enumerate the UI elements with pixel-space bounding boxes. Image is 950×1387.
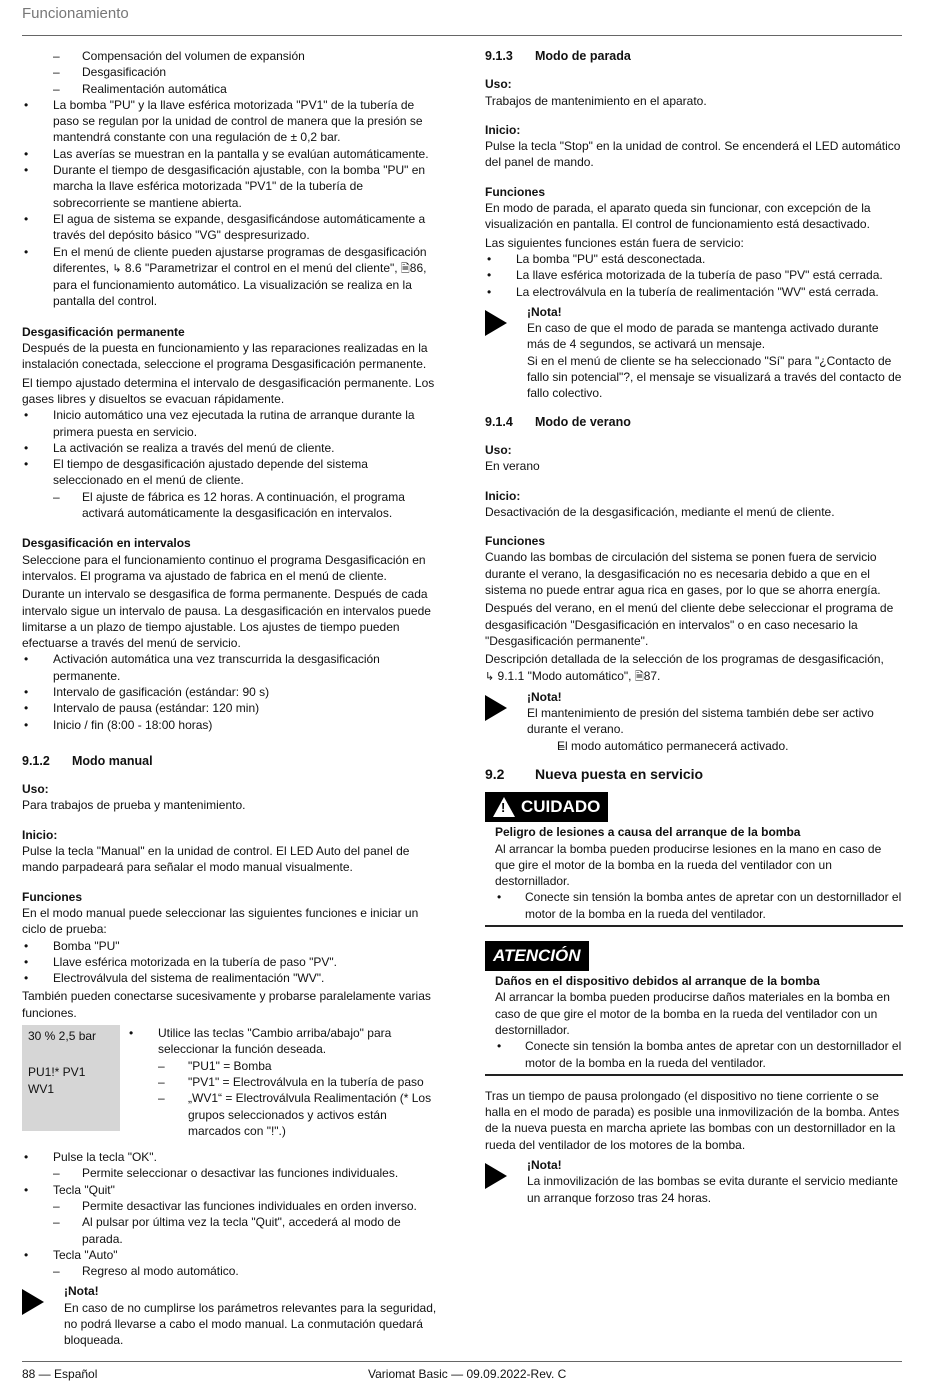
list-item: – „WV1“ = Electroválvula Realimentación (* Los grupos seleccionados y activos están marcados con "!".) bbox=[120, 1090, 440, 1139]
list-item: – Al pulsar por última vez la tecla "Quit", accederá al modo de parada. bbox=[22, 1214, 440, 1247]
list-item bbox=[22, 244, 440, 310]
section-title: Modo manual bbox=[72, 753, 153, 768]
paragraph: Seleccione para el funcionamiento continuo el programa Desgasificación en intervalos. El programa va ajustado de fabrica en el menú de cliente. bbox=[22, 552, 426, 583]
paragraph bbox=[485, 651, 903, 685]
list-item: • Electroválvula del sistema de realimentación "WV". bbox=[22, 970, 440, 986]
list-item: • Activación automática una vez transcurrida la desgasificación permanente. bbox=[22, 651, 440, 684]
cross-reference-link[interactable]: 8.6 "Parametrizar el control en el menú del cliente", bbox=[121, 260, 401, 275]
section-heading bbox=[485, 414, 903, 430]
list-item bbox=[527, 738, 903, 754]
page-icon: 🗎 bbox=[400, 262, 410, 275]
list-item: • Tecla "Quit" bbox=[22, 1182, 440, 1198]
footer-document-info: Variomat Basic — 09.09.2022-Rev. C bbox=[368, 1367, 567, 1381]
display-line: PU1!* PV1 WV1 bbox=[28, 1065, 86, 1096]
caution-text: Al arrancar la bomba pueden producirse lesiones en la mano en caso de que gire el motor de la bomba en la rueda del ventilador con un destornillador. bbox=[495, 841, 882, 889]
paragraph: Durante un intervalo se desgasifica de forma permanente. Después de cada intervalo sigue un intervalo de pausa. La desgasificación en intervalos puede limitarse a un plazo de tiempo ajustable. Los ajustes de tiempo pueden efectuarse a través del menú de servicio. bbox=[22, 587, 431, 651]
paragraph: Para trabajos de prueba y mantenimiento. bbox=[22, 798, 246, 813]
note-box bbox=[485, 304, 903, 402]
section-number: 9.2 bbox=[485, 765, 505, 782]
note-box bbox=[485, 689, 903, 754]
section-heading: Desgasificación en intervalos bbox=[22, 536, 191, 551]
section-heading bbox=[485, 48, 903, 64]
section-heading bbox=[22, 753, 440, 769]
page-header-title: Funcionamiento bbox=[22, 5, 129, 22]
list-item: • Llave esférica motorizada en la tubería de paso "PV". bbox=[22, 954, 440, 970]
display-line: 30 % 2,5 bar bbox=[28, 1029, 97, 1044]
paragraph: Pulse la tecla "Manual" en la unidad de control. El LED Auto del panel de mando parpadeará para señalar el modo manual visualmente. bbox=[22, 844, 410, 875]
list-item: • Inicio automático una vez ejecutada la rutina de arranque durante la primera puesta en servicio. bbox=[22, 407, 440, 440]
paragraph: Las siguientes funciones están fuera de servicio: bbox=[485, 235, 744, 250]
caution-label-text: CUIDADO bbox=[521, 797, 601, 817]
section-number: 9.1.4 bbox=[485, 414, 513, 429]
list-item: – Realimentación automática bbox=[22, 81, 440, 97]
list-item: • La activación se realiza a través del menú de cliente. bbox=[22, 440, 440, 456]
text: En el menú de cliente pueden ajustarse programas de desgasificación diferentes, bbox=[53, 244, 427, 275]
list-item: • La electroválvula en la tubería de realimentación "WV" está cerrada. bbox=[485, 284, 903, 300]
text: 87. bbox=[643, 668, 661, 683]
label: Funciones bbox=[485, 534, 546, 549]
caution-box bbox=[485, 792, 903, 927]
section-number: 9.1.3 bbox=[485, 49, 513, 63]
paragraph: Desactivación de la desgasificación, mediante el menú de cliente. bbox=[485, 504, 835, 519]
list-item: • Bomba "PU" bbox=[22, 938, 440, 954]
label: Uso: bbox=[22, 782, 49, 797]
list-item: • Pulse la tecla "OK". bbox=[22, 1149, 440, 1165]
attention-label bbox=[485, 941, 589, 971]
paragraph: También pueden conectarse sucesivamente y probarse paralelamente varias funciones. bbox=[22, 989, 431, 1020]
section-title: Nueva puesta en servicio bbox=[535, 765, 704, 782]
note-box bbox=[22, 1283, 440, 1348]
list-item: • Conecte sin tensión la bomba antes de apretar con un destornillador el motor de la bomba en la rueda del ventilador. bbox=[495, 889, 903, 922]
note-title: ¡Nota! bbox=[64, 1284, 99, 1299]
list-item: – Compensación del volumen de expansión bbox=[22, 48, 440, 64]
label: Uso: bbox=[485, 442, 512, 457]
list-item: – Regreso al modo automático. bbox=[22, 1263, 440, 1279]
section-title: Modo de parada bbox=[535, 49, 631, 63]
list-item: • Intervalo de pausa (estándar: 120 min) bbox=[22, 700, 440, 716]
left-column bbox=[22, 48, 440, 1349]
list-item: • Tecla "Auto" bbox=[22, 1247, 440, 1263]
paragraph: Cuando las bombas de circulación del sistema se ponen fuera de servicio durante el verano, la desgasificación no es necesaria debido a que en el sistema no puede entrar agua rica en gases, por lo que se ahorra energía. bbox=[485, 550, 881, 598]
cross-reference-icon: ↳ bbox=[112, 262, 122, 275]
attention-text: Al arrancar la bomba pueden producirse daños materiales en la bomba en caso de que gire el motor de la bomba en la rueda del ventilador con un destornillador. bbox=[495, 990, 890, 1037]
right-column bbox=[485, 48, 903, 1206]
label: Funciones bbox=[22, 889, 83, 904]
list-item: • Conecte sin tensión la bomba antes de apretar con un destornillador el motor de la bomba en la rueda del ventilador. bbox=[495, 1038, 903, 1071]
page-icon: 🗎 bbox=[634, 670, 644, 683]
label: Inicio: bbox=[485, 122, 521, 137]
section-title: Modo de verano bbox=[535, 414, 631, 429]
note-arrow-icon bbox=[22, 1283, 64, 1348]
list-item: • El agua de sistema se expande, desgasificándose automáticamente a través del depósito básico "VG" despresurizado. bbox=[22, 211, 440, 244]
list-item: • La bomba "PU" está desconectada. bbox=[485, 251, 903, 267]
cross-reference-link[interactable]: 9.1.1 "Modo automático", bbox=[494, 668, 635, 683]
attention-title: Daños en el dispositivo debidos al arranque de la bomba bbox=[495, 974, 820, 989]
note-text: En caso de no cumplirse los parámetros relevantes para la seguridad, no podrá llevarse a cabo el modo manual. La conmutación quedará bloqueada. bbox=[64, 1300, 437, 1348]
label: Inicio: bbox=[485, 488, 521, 503]
note-text: El mantenimiento de presión del sistema también debe ser activo durante el verano. bbox=[527, 706, 874, 737]
list-item: • El tiempo de desgasificación ajustado depende del sistema seleccionado en el menú de cliente. bbox=[22, 456, 440, 489]
attention-box bbox=[485, 941, 903, 1076]
list-item: • Durante el tiempo de desgasificación ajustable, con la bomba "PU" en marcha la llave esférica motorizada "PV1" de la tubería de sobrecorriente se mantiene abierta. bbox=[22, 162, 440, 211]
section-number: 9.1.2 bbox=[22, 753, 50, 768]
paragraph: Trabajos de mantenimiento en el aparato. bbox=[485, 93, 707, 108]
list-item: • Intervalo de gasificación (estándar: 90 s) bbox=[22, 684, 440, 700]
list-item: • La bomba "PU" y la llave esférica motorizada "PV1" de la tubería de paso se regulan por la unidad de control de manera que la presión se mantendrá constante con una regulación de ± 0,2 bar. bbox=[22, 97, 440, 146]
footer-page-number: 88 — Español bbox=[22, 1367, 98, 1381]
paragraph: En verano bbox=[485, 459, 540, 474]
list-item: – Permite desactivar las funciones individuales en orden inverso. bbox=[22, 1198, 440, 1214]
list-item: • Inicio / fin (8:00 - 18:00 horas) bbox=[22, 717, 440, 733]
caution-label bbox=[485, 792, 608, 822]
cross-reference-icon: ↳ bbox=[485, 670, 495, 683]
display-panel bbox=[22, 1025, 120, 1131]
list-item: • La llave esférica motorizada de la tubería de paso "PV" está cerrada. bbox=[485, 267, 903, 283]
footer-divider bbox=[22, 1361, 902, 1362]
list-item: – "PU1" = Bomba bbox=[120, 1058, 440, 1074]
note-text: Si en el menú de cliente se ha seleccionado "Sí" para "¿Contacto de fallo sin potencial"?, el mensaje se visualizará a través del contacto de fallo colectivo. bbox=[527, 353, 902, 401]
paragraph: Después de la puesta en funcionamiento y las reparaciones realizadas en la instalación conectada, seleccione el programa Desgasificación permanente. bbox=[22, 341, 428, 372]
note-text: En caso de que el modo de parada se mantenga activado durante más de 4 segundos, se activará un mensaje. bbox=[527, 321, 879, 352]
section-heading bbox=[485, 766, 903, 782]
list-item: – El ajuste de fábrica es 12 horas. A continuación, el programa activará automáticamente la desgasificación en intervalos. bbox=[22, 489, 440, 522]
paragraph: En modo de parada, el aparato queda sin funcionar, con excepción de la visualización en pantalla. El control de funcionamiento está desactivado. bbox=[485, 201, 871, 232]
paragraph: Pulse la tecla "Stop" en la unidad de control. Se encenderá el LED automático del panel de mando. bbox=[485, 139, 901, 170]
note-arrow-icon bbox=[485, 689, 527, 754]
note-title: ¡Nota! bbox=[527, 1158, 562, 1173]
note-arrow-icon bbox=[485, 304, 527, 402]
caution-title: Peligro de lesiones a causa del arranque de la bomba bbox=[495, 825, 801, 840]
section-heading: Desgasificación permanente bbox=[22, 324, 185, 339]
attention-label-text: ATENCIÓN bbox=[493, 945, 581, 965]
header-divider bbox=[22, 35, 902, 36]
note-text: La inmovilización de las bombas se evita durante el servicio mediante un arranque forzoso tras 24 horas. bbox=[527, 1174, 898, 1205]
text: 86, para el funcionamiento automático. La visualización se realiza en la pantalla del control. bbox=[53, 260, 427, 309]
paragraph: El tiempo ajustado determina el intervalo de desgasificación permanente. Los gases libres y disueltos se evacuan rápidamente. bbox=[22, 375, 435, 406]
note-title: ¡Nota! bbox=[527, 304, 562, 319]
label: Inicio: bbox=[22, 827, 58, 842]
paragraph: Tras un tiempo de pausa prolongado (el dispositivo no tiene corriente o se halla en el modo de parada) es posible una inmovilización de la bomba. Antes de la nueva puesta en marcha apriete las bombas con un destornillador en la rueda del ventilador de los motores de la bomba. bbox=[485, 1088, 900, 1152]
note-arrow-icon bbox=[485, 1157, 527, 1206]
label: Uso: bbox=[485, 77, 512, 92]
note-title: ¡Nota! bbox=[527, 689, 562, 704]
paragraph: Después del verano, en el menú del cliente debe seleccionar el programa de desgasificación "Desgasificación en intervalos" o en caso necesario la "Desgasificación permanente". bbox=[485, 601, 894, 648]
list-item-text: El modo automático permanecerá activado. bbox=[557, 738, 789, 753]
function-display-box bbox=[22, 1025, 440, 1139]
list-item: – Desgasificación bbox=[22, 64, 440, 80]
list-item: – "PV1" = Electroválvula en la tubería de paso bbox=[120, 1074, 440, 1090]
list-item: – Permite seleccionar o desactivar las funciones individuales. bbox=[22, 1165, 440, 1181]
label: Funciones bbox=[485, 184, 546, 199]
text: Descripción detallada de la selección de los programas de desgasificación, bbox=[485, 652, 884, 667]
list-item: • Las averías se muestran en la pantalla y se evalúan automáticamente. bbox=[22, 146, 440, 162]
note-box bbox=[485, 1157, 903, 1206]
paragraph: En el modo manual puede seleccionar las siguientes funciones e iniciar un ciclo de prueba: bbox=[22, 905, 419, 937]
list-item: • Utilice las teclas "Cambio arriba/abajo" para seleccionar la función deseada. bbox=[120, 1025, 440, 1058]
warning-icon bbox=[493, 797, 515, 817]
